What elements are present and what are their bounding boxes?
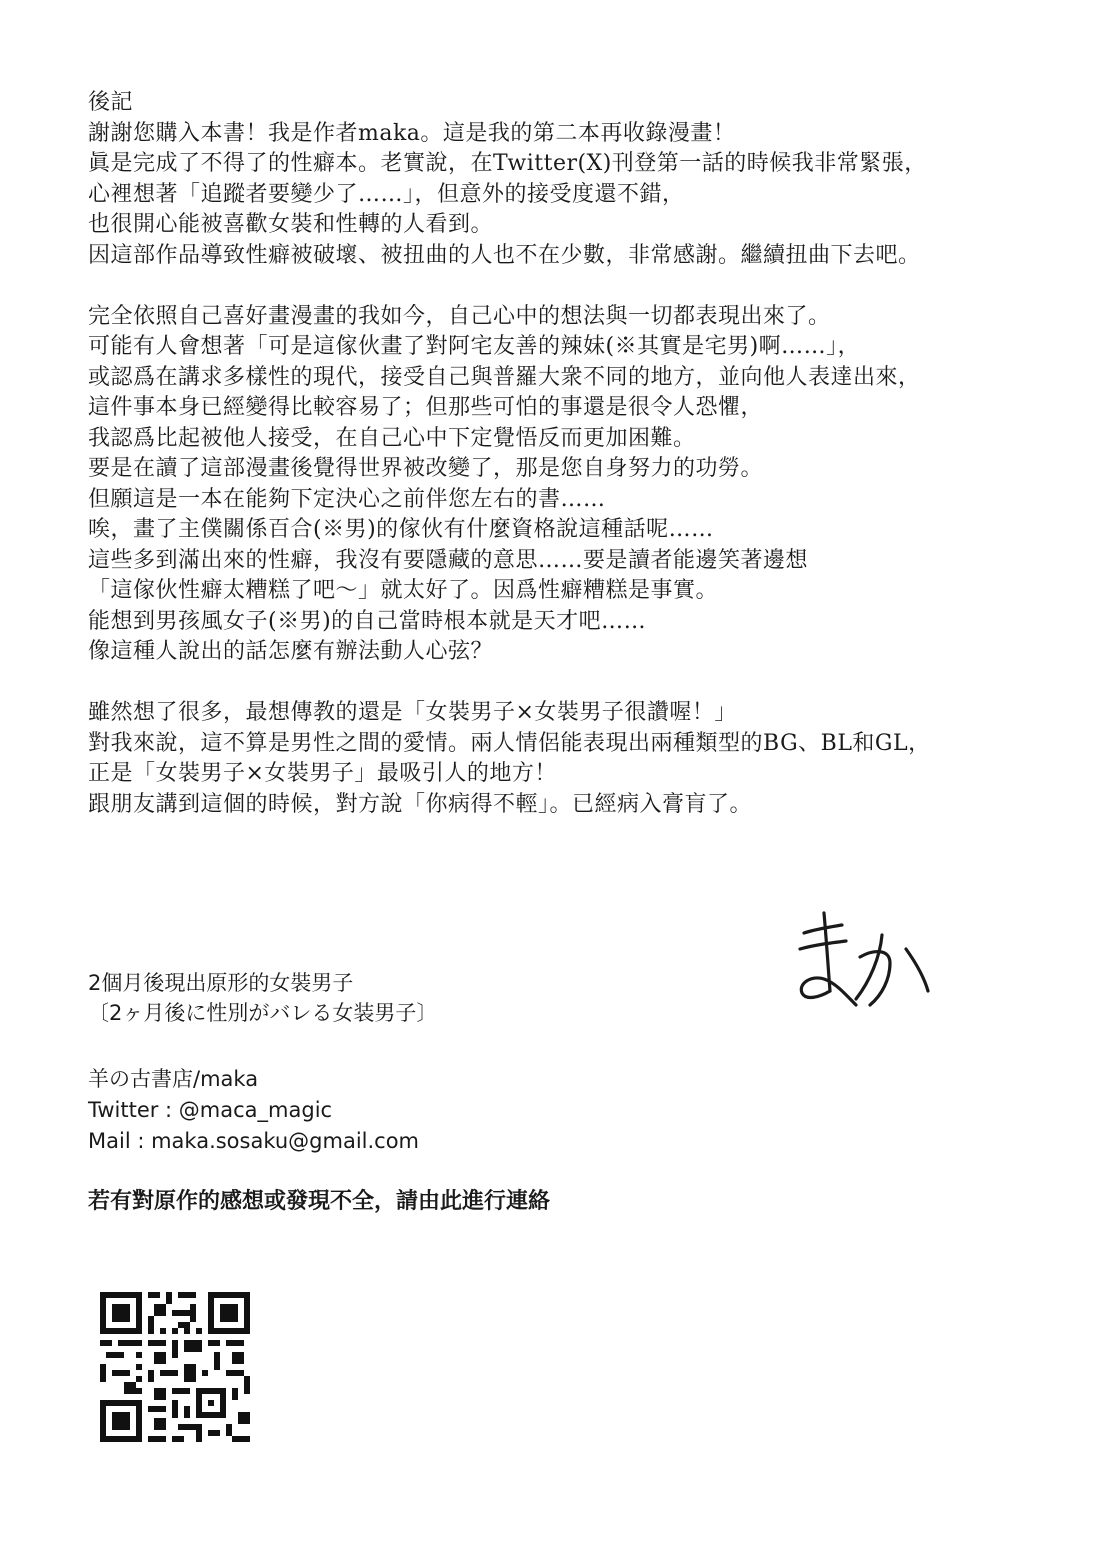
text-line: 眞是完成了不得了的性癖本。老實說，在Twitter(X)刊登第一話的時候我非常緊張，	[88, 151, 927, 176]
text-line: 唉，畫了主僕關係百合(※男)的傢伙有什麼資格說這種話呢……	[88, 517, 714, 542]
text-line: 但願這是一本在能夠下定決心之前伴您左右的書……	[88, 486, 606, 512]
text-line: 這件事本身已經變得比較容易了；但那些可怕的事還是很令人恐懼，	[88, 395, 764, 420]
afterword-text	[88, 88, 1028, 851]
text-line: 因這部作品導致性癖被破壞、被扭曲的人也不在少數，非常感謝。繼續扭曲下去吧。	[88, 242, 921, 268]
afterword-heading: 後記	[88, 90, 134, 115]
book-title-block	[88, 968, 437, 1028]
text-line: 也很開心能被喜歡女裝和性轉的人看到。	[88, 212, 494, 237]
text-line: 像這種人說出的話怎麼有辦法動人心弦？	[88, 639, 494, 664]
book-title-zh: 2個月後現出原形的女裝男子	[88, 971, 354, 995]
text-line: 我認爲比起被他人接受，在自己心中下定覺悟反而更加困難。	[88, 425, 696, 451]
text-line: 這些多到滿出來的性癖，我沒有要隱藏的意思……要是讀者能邊笑著邊想	[88, 547, 809, 573]
text-line: 能想到男孩風女子(※男)的自己當時根本就是天才吧……	[88, 608, 647, 634]
twitter-handle: Twitter : @maca_magic	[88, 1098, 333, 1122]
qr-code-icon	[100, 1292, 250, 1442]
contact-note: 若有對原作的感想或發現不全，請由此進行連絡	[88, 1189, 551, 1214]
paragraph-1	[88, 119, 1028, 272]
book-title-jp: 〔2ヶ月後に性別がバレる女装男子〕	[88, 1001, 438, 1025]
text-line: 或認爲在講求多樣性的現代，接受自己與普羅大衆不同的地方，並向他人表達出來，	[88, 364, 921, 390]
text-line: 雖然想了很多，最想傳教的還是「女裝男子×女裝男子很讚喔！」	[88, 700, 737, 725]
text-line: 要是在讀了這部漫畫後覺得世界被改變了，那是您自身努力的功勞。	[88, 456, 764, 481]
text-line: 對我來說，這不算是男性之間的愛情。兩人情侶能表現出兩種類型的BG、BL和GL，	[88, 730, 931, 756]
circle-name: 羊の古書店/maka	[88, 1067, 259, 1091]
handwritten-signature-icon	[790, 905, 940, 1025]
mail-address: Mail : maka.sosaku@gmail.com	[88, 1129, 420, 1153]
paragraph-2	[88, 302, 1028, 668]
text-line: 謝謝您購入本書！我是作者maka。這是我的第二本再收錄漫畫！	[88, 120, 736, 146]
text-line: 「這傢伙性癖太糟糕了吧～」就太好了。因爲性癖糟糕是事實。	[88, 578, 719, 603]
text-line: 正是「女裝男子×女裝男子」最吸引人的地方！	[88, 761, 557, 786]
text-line: 跟朋友講到這個的時候，對方說「你病得不輕」。已經病入膏肓了。	[88, 791, 753, 817]
contact-block	[88, 1064, 419, 1157]
text-line: 心裡想著「追蹤者要變少了……」，但意外的接受度還不錯，	[88, 181, 685, 207]
paragraph-3	[88, 698, 1028, 820]
text-line: 可能有人會想著「可是這傢伙畫了對阿宅友善的辣妹(※其實是宅男)啊……」，	[88, 334, 861, 359]
text-line: 完全依照自己喜好畫漫畫的我如今，自己心中的想法與一切都表現出來了。	[88, 303, 831, 329]
